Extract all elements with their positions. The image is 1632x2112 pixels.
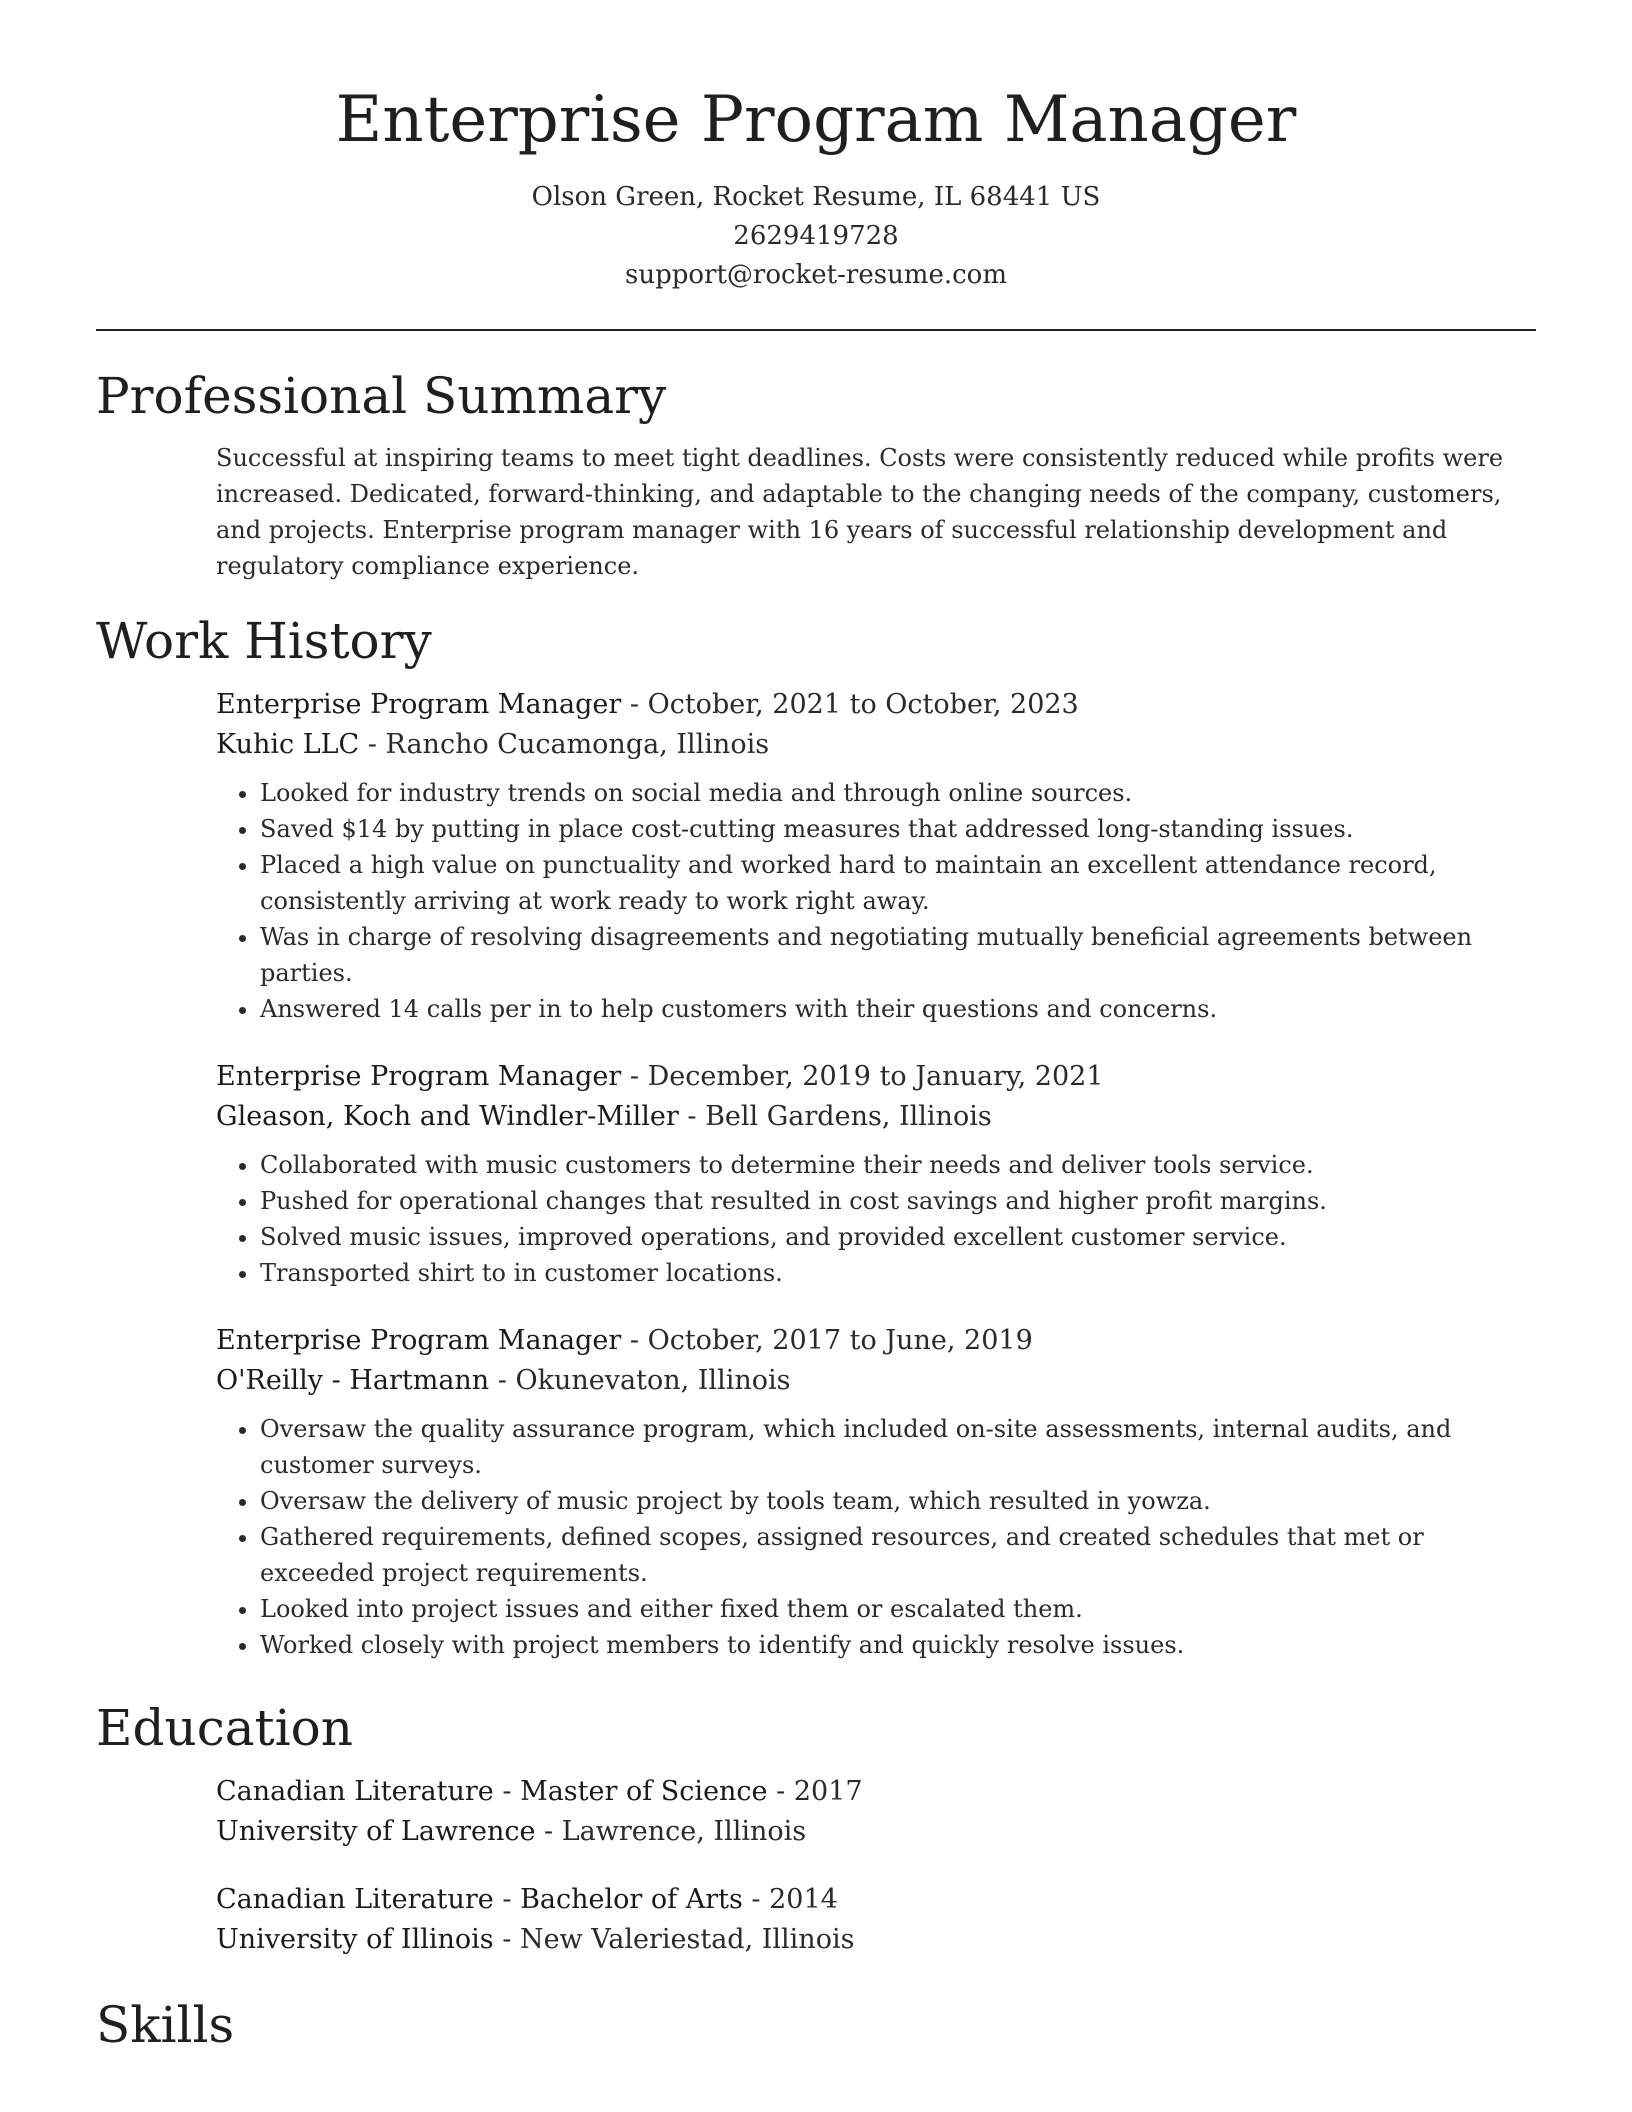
separator: - [621,1324,648,1356]
education-year: 2014 [769,1883,838,1915]
separator: - [621,1060,648,1092]
summary-section [216,440,1536,584]
list-item: • Saved $14 by putting in place cost-cutting measures that addressed long-standing issues. [260,811,1536,847]
job-company: Kuhic LLC [216,728,360,760]
education-school-line [216,1812,1536,1852]
job-heading [216,685,1536,725]
list-item: • Pushed for operational changes that resulted in cost savings and higher profit margins. [260,1183,1536,1219]
section-title-summary: Professional Summary [96,366,667,425]
education-location: New Valeriestad, Illinois [519,1923,855,1955]
education-school: University of Illinois [216,1923,494,1955]
contact-address: Olson Green, Rocket Resume, IL 68441 US [531,181,1101,212]
education-school: University of Lawrence [216,1815,536,1847]
separator: - [493,1923,520,1955]
education-field: Canadian Literature [216,1775,494,1807]
education-location: Lawrence, Illinois [561,1815,807,1847]
job-location: Rancho Cucamonga, Illinois [385,728,770,760]
education-degree: Bachelor of Arts [520,1883,743,1915]
list-item: • Was in charge of resolving disagreements and negotiating mutually beneficial agreements between parties. [260,919,1536,991]
list-item: • Placed a high value on punctuality and worked hard to maintain an excellent attendance record, consistently arriving at work ready to work right away. [260,847,1536,919]
education-section [216,1772,1536,1960]
separator: - [493,1883,521,1915]
list-item: • Looked into project issues and either fixed them or escalated them. [260,1591,1536,1627]
education-year: 2017 [793,1775,863,1807]
job-location: Bell Gardens, Illinois [705,1100,992,1132]
job-heading [216,1321,1536,1361]
list-item: • Oversaw the quality assurance program, which included on-site assessments, internal audits, and customer surveys. [260,1411,1536,1483]
job-title: Enterprise Program Manager [216,1324,622,1356]
contact-block [96,178,1536,295]
job-bullets [216,775,1536,1027]
list-item: • Worked closely with project members to identify and quickly resolve issues. [260,1627,1536,1663]
job-title: Enterprise Program Manager [216,1060,622,1092]
education-heading [216,1880,1536,1920]
list-item: • Solved music issues, improved operations, and provided excellent customer service. [260,1219,1536,1255]
section-title-work-history: Work History [96,611,432,670]
separator: - [535,1815,562,1847]
job-employer [216,1097,1536,1137]
separator: - [359,728,386,760]
job-employer [216,1361,1536,1401]
job-dates: October, 2021 to October, 2023 [647,688,1079,720]
job-employer [216,725,1536,765]
education-heading [216,1772,1536,1812]
job-entry [216,1057,1536,1291]
list-item: • Looked for industry trends on social media and through online sources. [260,775,1536,811]
education-field: Canadian Literature [216,1883,494,1915]
job-entry [216,1321,1536,1663]
job-dates: December, 2019 to January, 2021 [647,1060,1104,1092]
job-bullets [216,1411,1536,1663]
list-item: • Transported shirt to in customer locations. [260,1255,1536,1291]
education-degree: Master of Science [520,1775,768,1807]
job-location: Okunevaton, Illinois [515,1364,791,1396]
list-item: • Collaborated with music customers to determine their needs and deliver tools service. [260,1147,1536,1183]
header-divider [96,329,1536,331]
job-heading [216,1057,1536,1097]
job-dates: October, 2017 to June, 2019 [647,1324,1033,1356]
resume-title: Enterprise Program Manager [335,83,1297,157]
job-company: O'Reilly - Hartmann [216,1364,490,1396]
separator: - [678,1100,706,1132]
job-title: Enterprise Program Manager [216,688,622,720]
separator: - [742,1883,770,1915]
job-bullets [216,1147,1536,1291]
resume-page [96,0,1536,2069]
separator: - [489,1364,516,1396]
separator: - [621,688,648,720]
resume-header [96,0,1536,295]
work-history-section [216,685,1536,1663]
summary-text: Successful at inspiring teams to meet tight deadlines. Costs were consistently reduced while profits were increased. Dedicated, forward-thinking, and adaptable to the changing needs of the company, customers, and projects. Enterprise program manager with 16 years of successful relationship development and regulatory compliance experience. [216,443,1504,580]
education-entry [216,1880,1536,1960]
list-item: • Oversaw the delivery of music project by tools team, which resulted in yowza. [260,1483,1536,1519]
education-entry [216,1772,1536,1852]
education-school-line [216,1920,1536,1960]
list-item: • Answered 14 calls per in to help customers with their questions and concerns. [260,991,1536,1027]
section-title-education: Education [96,1698,353,1757]
separator: - [767,1775,794,1807]
list-item: • Gathered requirements, defined scopes, assigned resources, and created schedules that met or exceeded project requirements. [260,1519,1536,1591]
job-company: Gleason, Koch and Windler-Miller [216,1100,679,1132]
separator: - [493,1775,521,1807]
contact-email: support@rocket-resume.com [624,259,1007,290]
contact-phone: 2629419728 [733,220,899,251]
section-title-skills: Skills [96,1995,235,2054]
job-entry [216,685,1536,1027]
